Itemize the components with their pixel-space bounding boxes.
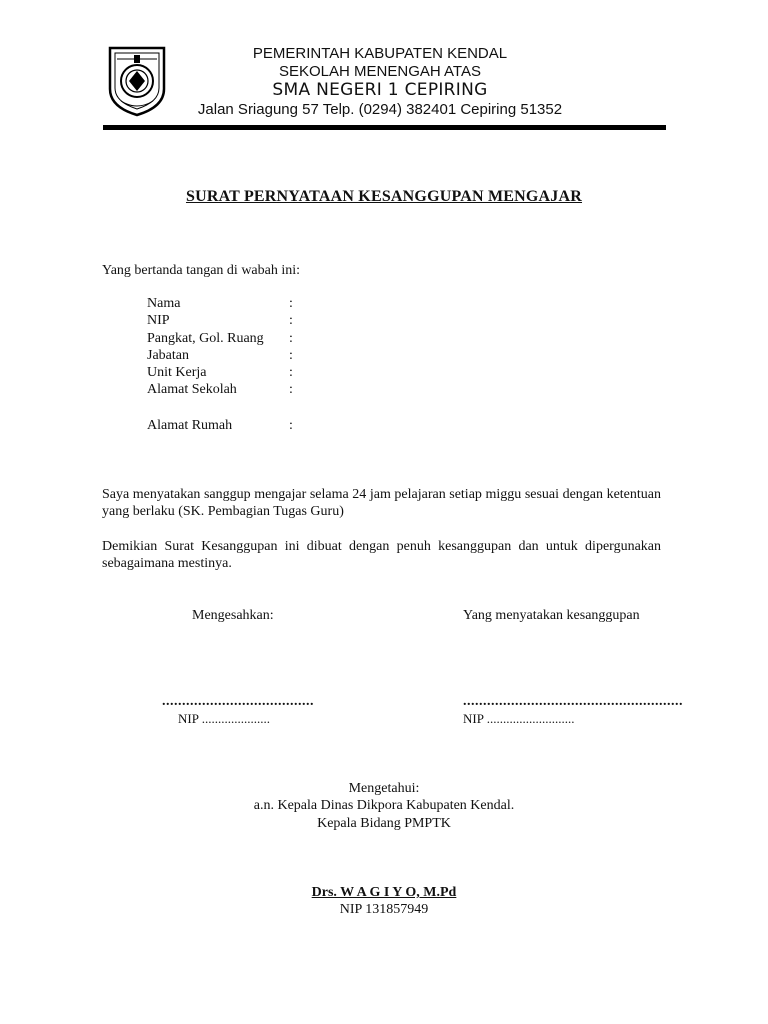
field-separator: : xyxy=(289,348,293,363)
closing-paragraph: Demikian Surat Kesanggupan ini dibuat dengan penuh kesanggupan dan untuk dipergunakan sebagaimana mestinya. xyxy=(102,539,661,571)
declarant-signature-line: ....................................................... xyxy=(463,694,683,709)
declarant-heading: Yang menyatakan kesanggupan xyxy=(463,608,640,623)
letterhead-level: SEKOLAH MENENGAH ATAS xyxy=(279,63,481,80)
declarant-nip: NIP ........................... xyxy=(463,711,575,726)
field-label-name: Nama xyxy=(147,296,181,311)
field-separator: : xyxy=(289,296,293,311)
statement-paragraph: Saya menyatakan sanggup mengajar selama 24 jam pelajaran setiap miggu sesuai dengan ketentuan yang berlaku (SK. Pembagian Tugas Guru) xyxy=(102,487,661,519)
division-head-line: Kepala Bidang PMPTK xyxy=(317,816,451,831)
field-label-rank: Pangkat, Gol. Ruang xyxy=(147,331,264,346)
field-separator: : xyxy=(289,331,293,346)
field-label-home-address: Alamat Rumah xyxy=(147,418,233,433)
field-separator: : xyxy=(289,382,293,397)
official-nip: NIP 131857949 xyxy=(339,902,429,917)
field-separator: : xyxy=(289,313,293,328)
ratify-heading: Mengesahkan: xyxy=(192,608,274,623)
letterhead-address: Jalan Sriagung 57 Telp. (0294) 382401 Cepiring 51352 xyxy=(197,101,563,118)
field-label-school-address: Alamat Sekolah xyxy=(147,382,237,397)
field-label-nip: NIP xyxy=(147,313,170,328)
acknowledged-label: Mengetahui: xyxy=(348,781,420,796)
intro-text: Yang bertanda tangan di wabah ini: xyxy=(102,263,301,278)
field-label-work-unit: Unit Kerja xyxy=(147,365,207,380)
school-emblem-icon xyxy=(107,45,167,117)
document-title: SURAT PERNYATAAN KESANGGUPAN MENGAJAR xyxy=(185,188,583,205)
letterhead-divider xyxy=(103,125,666,130)
field-separator: : xyxy=(289,365,293,380)
field-separator: : xyxy=(289,418,293,433)
ratify-signature-line: ...................................... xyxy=(162,694,314,709)
ratify-nip: NIP ..................... xyxy=(178,711,270,726)
on-behalf-line: a.n. Kepala Dinas Dikpora Kabupaten Kendal. xyxy=(253,798,515,813)
letterhead-school-name: SMA NEGERI 1 CEPIRING xyxy=(272,80,488,100)
field-label-position: Jabatan xyxy=(147,348,189,363)
official-name: Drs. W A G I Y O, M.Pd xyxy=(311,885,457,900)
letterhead-government: PEMERINTAH KABUPATEN KENDAL xyxy=(252,45,508,62)
